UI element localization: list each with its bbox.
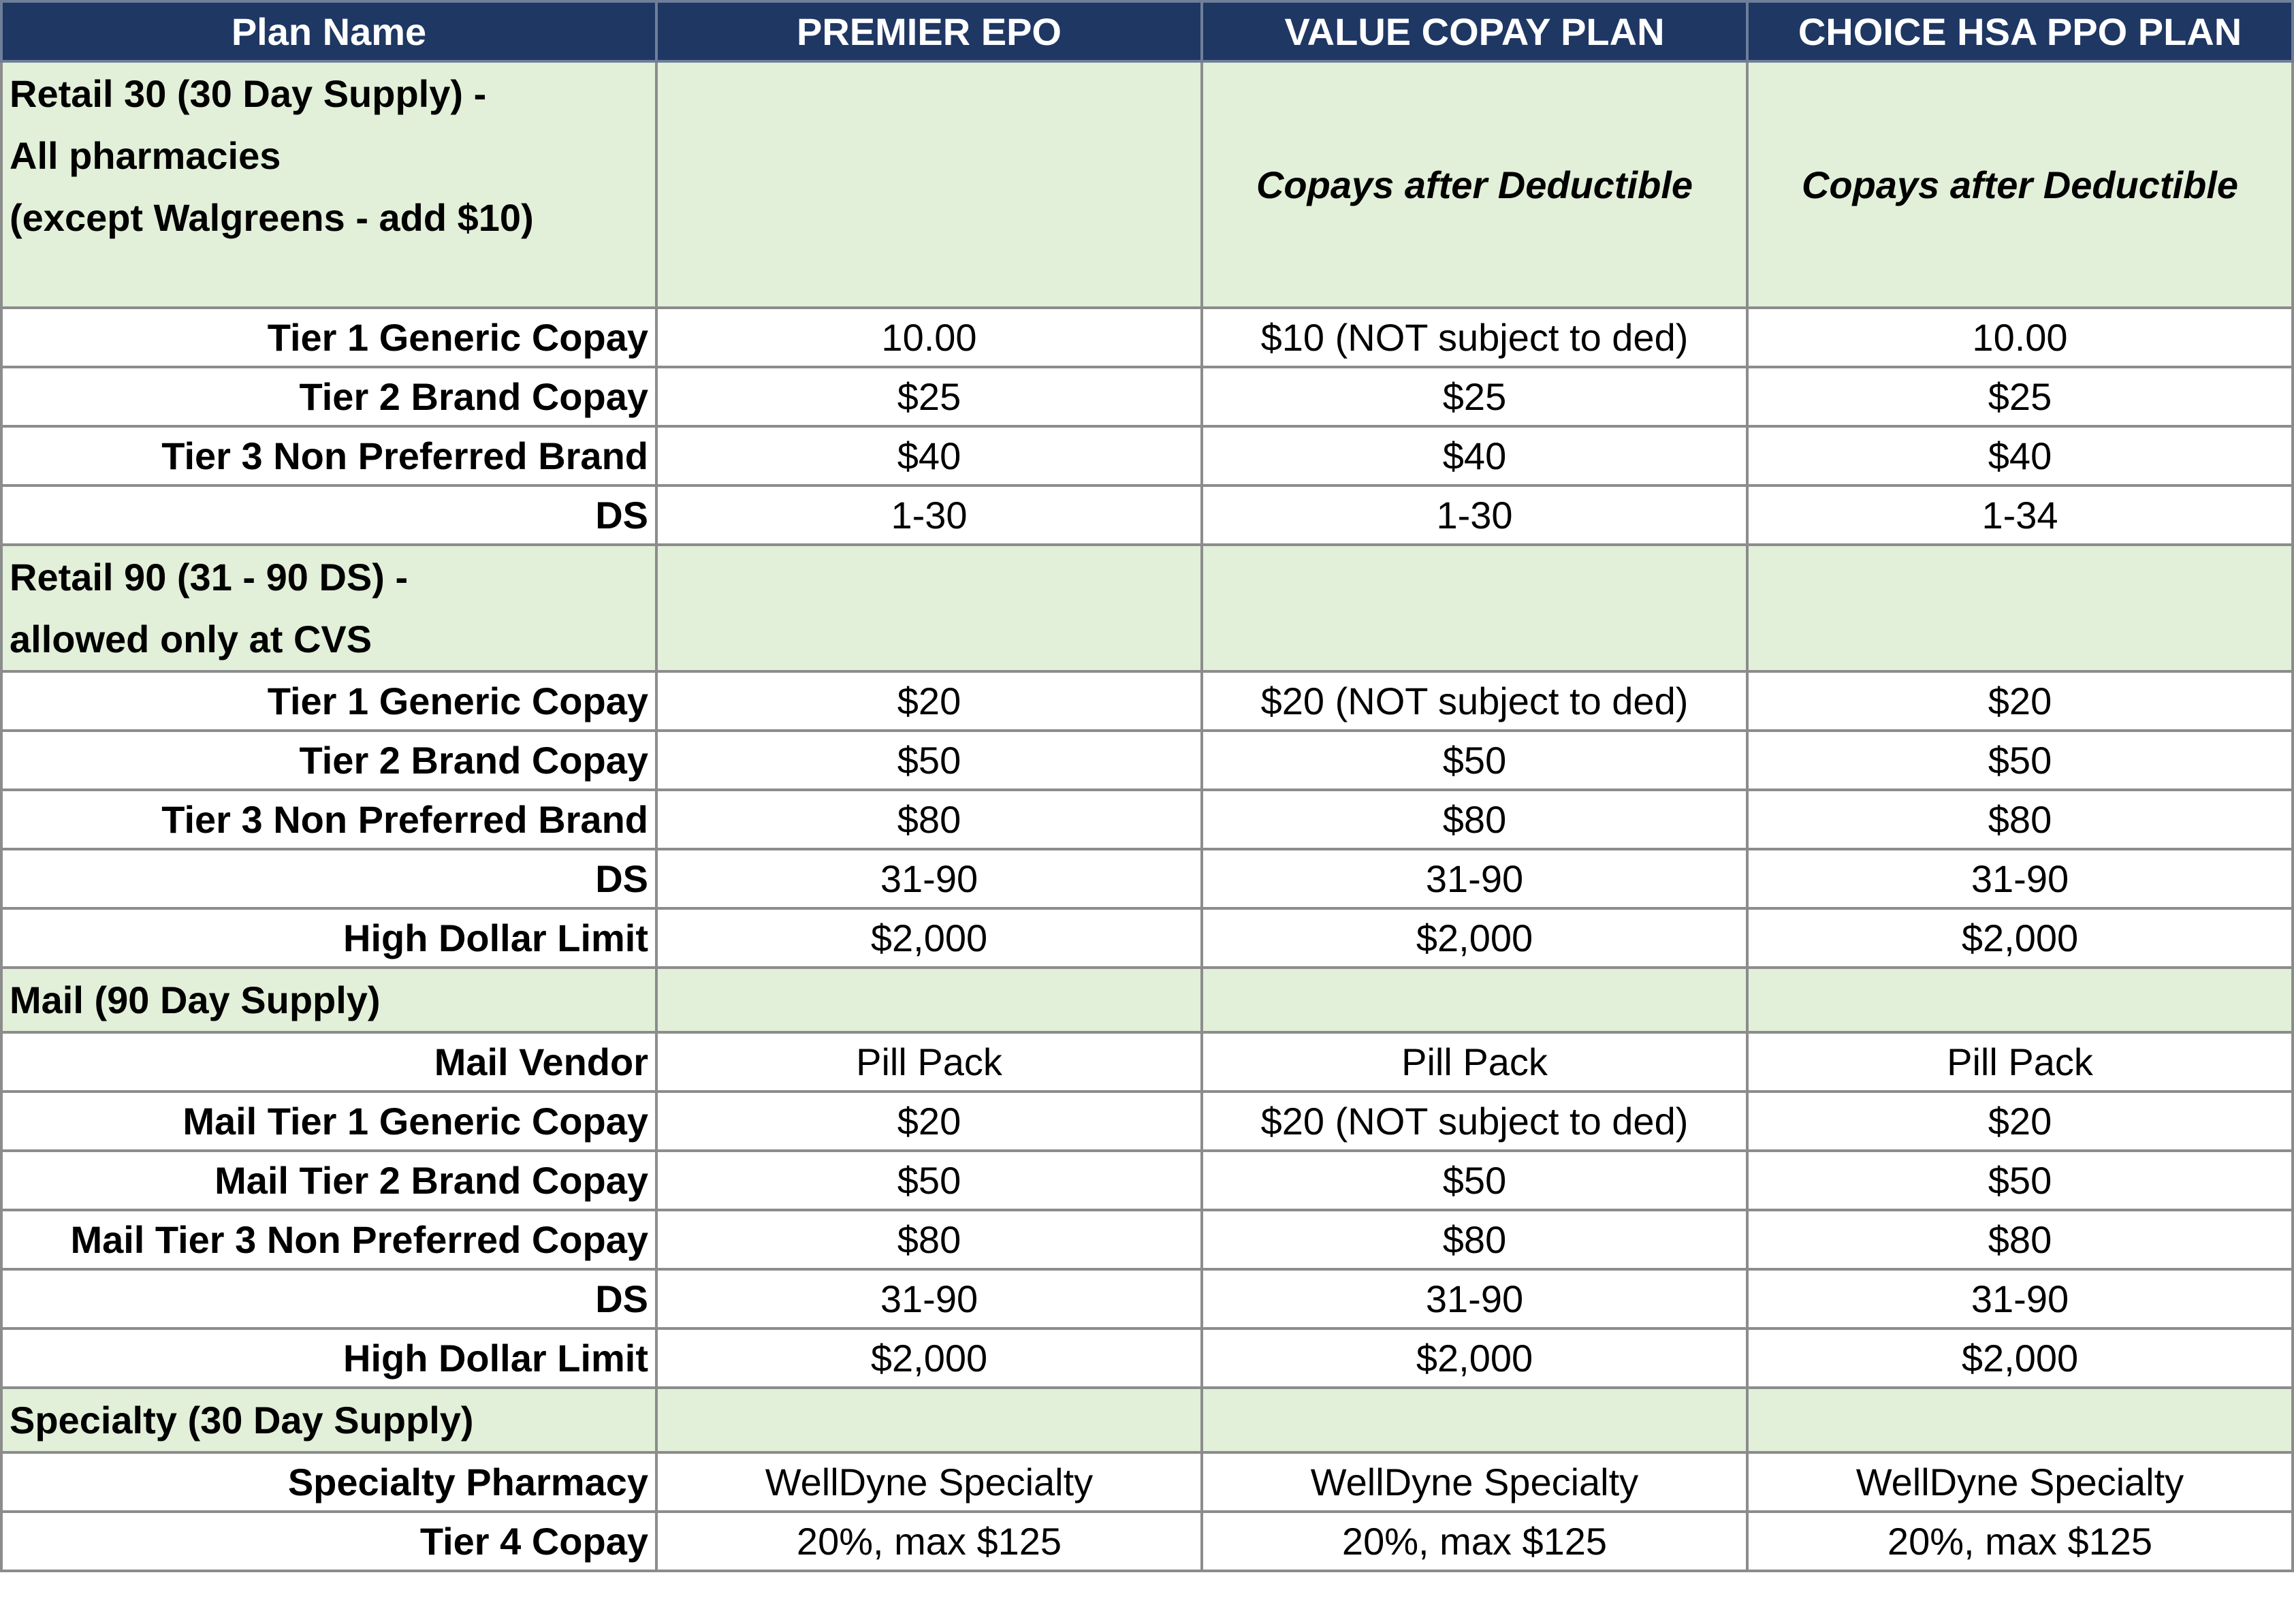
cell-value: 31-90 [1202,849,1747,908]
cell-value: 10.00 [656,308,1202,367]
table-row [1,1032,2293,1092]
cell-value: $25 [1202,367,1747,426]
section-note [656,545,1202,671]
section-title-line: Retail 30 (30 Day Supply) - [10,72,487,115]
row-label: High Dollar Limit [1,908,656,968]
cell-value: 31-90 [656,1269,1202,1328]
row-label: DS [1,1269,656,1328]
cell-value: $20 [1747,1092,2293,1151]
table-row [1,908,2293,968]
cell-value: $50 [1202,1151,1747,1210]
cell-value: $25 [1747,367,2293,426]
cell-value: $40 [1202,426,1747,485]
section-title-line: Retail 90 (31 - 90 DS) - [10,556,409,599]
cell-value: $80 [1202,790,1747,849]
section-row-retail-30 [1,61,2293,308]
cell-value: $25 [656,367,1202,426]
cell-value: $20 [656,671,1202,731]
table-row [1,790,2293,849]
header-premier-epo: PREMIER EPO [656,1,1202,61]
cell-value: $40 [1747,426,2293,485]
cell-value: WellDyne Specialty [1747,1452,2293,1512]
section-note [656,1388,1202,1452]
header-choice-hsa-ppo-plan: CHOICE HSA PPO PLAN [1747,1,2293,61]
cell-value: $80 [656,790,1202,849]
cell-value: $2,000 [1747,908,2293,968]
row-label: Tier 2 Brand Copay [1,367,656,426]
section-title [1,1388,656,1452]
cell-value: 1-30 [1202,485,1747,545]
cell-value: $50 [1747,1151,2293,1210]
row-label: DS [1,485,656,545]
row-label: Tier 3 Non Preferred Brand [1,426,656,485]
table-row [1,849,2293,908]
cell-value: $50 [656,731,1202,790]
section-title-line: (except Walgreens - add $10) [10,196,534,239]
cell-value: Pill Pack [656,1032,1202,1092]
table-header-row [1,1,2293,61]
cell-value: $50 [1202,731,1747,790]
section-title-line: All pharmacies [10,134,281,177]
row-label: Mail Tier 2 Brand Copay [1,1151,656,1210]
cell-value: $2,000 [1202,908,1747,968]
section-title [1,61,656,308]
cell-value: $80 [1202,1210,1747,1269]
section-title-line: allowed only at CVS [10,618,372,660]
cell-value: 31-90 [656,849,1202,908]
row-label: Tier 1 Generic Copay [1,671,656,731]
table-row [1,1512,2293,1571]
section-title-line: Mail (90 Day Supply) [10,978,381,1021]
cell-value: 10.00 [1747,308,2293,367]
row-label: Tier 3 Non Preferred Brand [1,790,656,849]
section-row-mail [1,968,2293,1032]
cell-value: $80 [656,1210,1202,1269]
section-note [656,968,1202,1032]
cell-value: WellDyne Specialty [1202,1452,1747,1512]
row-label: Mail Tier 1 Generic Copay [1,1092,656,1151]
section-note [656,61,1202,308]
table-row [1,1328,2293,1388]
cell-value: 31-90 [1202,1269,1747,1328]
cell-value: $40 [656,426,1202,485]
section-title-line: Specialty (30 Day Supply) [10,1399,474,1442]
header-value-copay-plan: VALUE COPAY PLAN [1202,1,1747,61]
cell-value: $2,000 [1202,1328,1747,1388]
row-label: Mail Tier 3 Non Preferred Copay [1,1210,656,1269]
cell-value: 1-30 [656,485,1202,545]
table-row [1,367,2293,426]
cell-value: $10 (NOT subject to ded) [1202,308,1747,367]
section-row-specialty [1,1388,2293,1452]
section-note [1747,545,2293,671]
section-title [1,545,656,671]
section-note [1747,1388,2293,1452]
table-row [1,1092,2293,1151]
cell-value: $2,000 [656,1328,1202,1388]
cell-value: $20 (NOT subject to ded) [1202,1092,1747,1151]
row-label: High Dollar Limit [1,1328,656,1388]
cell-value: $2,000 [656,908,1202,968]
cell-value: 20%, max $125 [1202,1512,1747,1571]
cell-value: Pill Pack [1747,1032,2293,1092]
section-note [1747,968,2293,1032]
section-note [1202,968,1747,1032]
cell-value: 1-34 [1747,485,2293,545]
cell-value: WellDyne Specialty [656,1452,1202,1512]
row-label: Tier 2 Brand Copay [1,731,656,790]
table-row [1,1269,2293,1328]
cell-value: $50 [1747,731,2293,790]
table-row [1,308,2293,367]
cell-value: Pill Pack [1202,1032,1747,1092]
table-row [1,1210,2293,1269]
row-label: DS [1,849,656,908]
cell-value: 31-90 [1747,849,2293,908]
section-note: Copays after Deductible [1747,61,2293,308]
cell-value: 20%, max $125 [656,1512,1202,1571]
section-note [1202,545,1747,671]
table-row [1,671,2293,731]
section-row-retail-90 [1,545,2293,671]
table-row [1,485,2293,545]
section-title [1,968,656,1032]
cell-value: $80 [1747,790,2293,849]
row-label: Specialty Pharmacy [1,1452,656,1512]
table-row [1,426,2293,485]
header-plan-name: Plan Name [1,1,656,61]
cell-value: $20 [1747,671,2293,731]
cell-value: $20 (NOT subject to ded) [1202,671,1747,731]
cell-value: $50 [656,1151,1202,1210]
cell-value: 20%, max $125 [1747,1512,2293,1571]
section-note: Copays after Deductible [1202,61,1747,308]
cell-value: $80 [1747,1210,2293,1269]
cell-value: $20 [656,1092,1202,1151]
row-label: Tier 4 Copay [1,1512,656,1571]
row-label: Mail Vendor [1,1032,656,1092]
table-row [1,1452,2293,1512]
table-row [1,1151,2293,1210]
row-label: Tier 1 Generic Copay [1,308,656,367]
cell-value: $2,000 [1747,1328,2293,1388]
table-row [1,731,2293,790]
section-note [1202,1388,1747,1452]
cell-value: 31-90 [1747,1269,2293,1328]
